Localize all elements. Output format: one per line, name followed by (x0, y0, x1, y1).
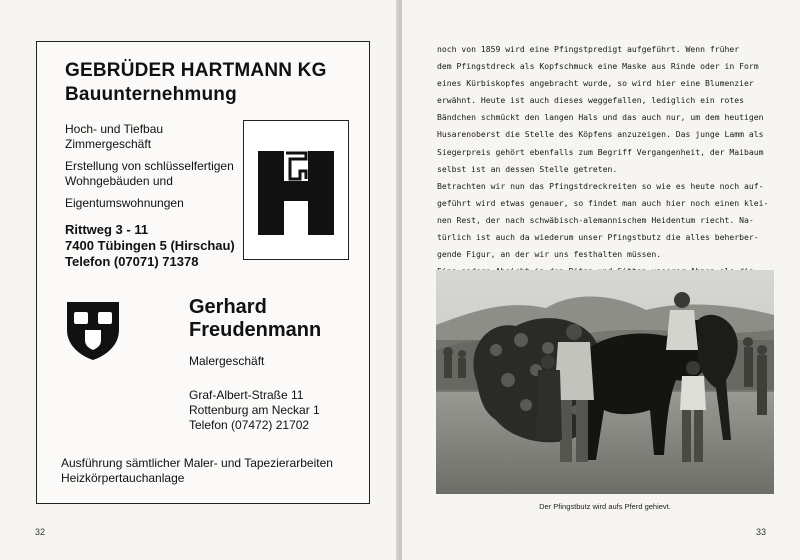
text-line: Siegerpreis gehört ebenfalls zum Begriff Vergangenheit, der Maibaum (437, 146, 764, 157)
page-number: 33 (756, 527, 767, 537)
left-page (0, 0, 398, 560)
text-line: Bändchen schmückt den langen Hals und das auch nur, um dem heutigen (437, 112, 764, 123)
text-line: selbst ist an dessen Stelle getreten. (437, 163, 618, 174)
apartments-line: Eigentumswohnungen (65, 196, 184, 210)
address-city: 7400 Tübingen 5 (Hirschau) (65, 238, 235, 253)
construction-line: Wohngebäuden und (65, 174, 173, 188)
company-subtitle: Bauunternehmung (65, 84, 237, 105)
photo-caption: Der Pfingstbutz wird aufs Pferd gehievt. (539, 502, 671, 511)
text-line: dem Pfingstdreck als Kopfschmuck eine Maske aus Rinde oder in Form (437, 61, 759, 72)
article-text (437, 41, 777, 297)
construction-line: Erstellung von schlüsselfertigen (65, 159, 234, 173)
text-line: noch von 1859 wird eine Pfingstpredigt aufgeführt. Wenn früher (437, 44, 740, 54)
hg-monogram-logo (243, 120, 349, 260)
owner-last-name: Freudenmann (189, 319, 322, 341)
text-line: erwähnt. Heute ist auch dieses weggefallen, lediglich ein rotes (437, 95, 744, 106)
service-line: Hoch- und Tiefbau (65, 122, 164, 136)
text-line: gende Figur, an der wir uns festhalten müssen. (437, 249, 662, 260)
text-line: geführt wird etwas genauer, so findet man auch hier noch einen klei- (437, 197, 769, 208)
address-street: Graf-Albert-Straße 11 (189, 388, 304, 402)
text-line: eines Kürbiskopfes angebracht wurde, so wird hier eine Blumenzier (437, 78, 754, 89)
right-page (402, 0, 800, 560)
painters-shield-icon (65, 300, 121, 362)
pfingstbutz-horse-photo (436, 270, 774, 494)
services-line: Ausführung sämtlicher Maler- und Tapezierarbeiten (61, 456, 333, 470)
owner-first-name: Gerhard (189, 296, 267, 318)
address-street: Rittweg 3 - 11 (65, 222, 149, 237)
page-number: 32 (35, 527, 46, 537)
address-phone: Telefon (07071) 71378 (65, 254, 199, 269)
text-line: Husarenoberst die Stelle des Köpfens anzuzeigen. Das junge Lamm als (437, 129, 764, 140)
freudenmann-advertisement (36, 274, 370, 504)
services-line: Heizkörpertauchanlage (61, 471, 185, 485)
text-line: nen Rest, der nach schwäbisch-alemannischem Heidentum riecht. Na- (437, 214, 754, 225)
trade-label: Malergeschäft (189, 354, 265, 368)
text-line: türlich ist auch da wiederum unser Pfingstbutz die alles beherber- (437, 232, 759, 243)
text-line: Betrachten wir nun das Pfingstdreckreiten so wie es heute noch auf- (437, 180, 764, 191)
address-phone: Telefon (07472) 21702 (189, 418, 310, 432)
company-name: GEBRÜDER HARTMANN KG (65, 60, 327, 81)
service-line: Zimmergeschäft (65, 137, 152, 151)
address-city: Rottenburg am Neckar 1 (189, 403, 320, 417)
hartmann-advertisement (36, 41, 370, 276)
hg-monogram-icon (244, 121, 348, 259)
